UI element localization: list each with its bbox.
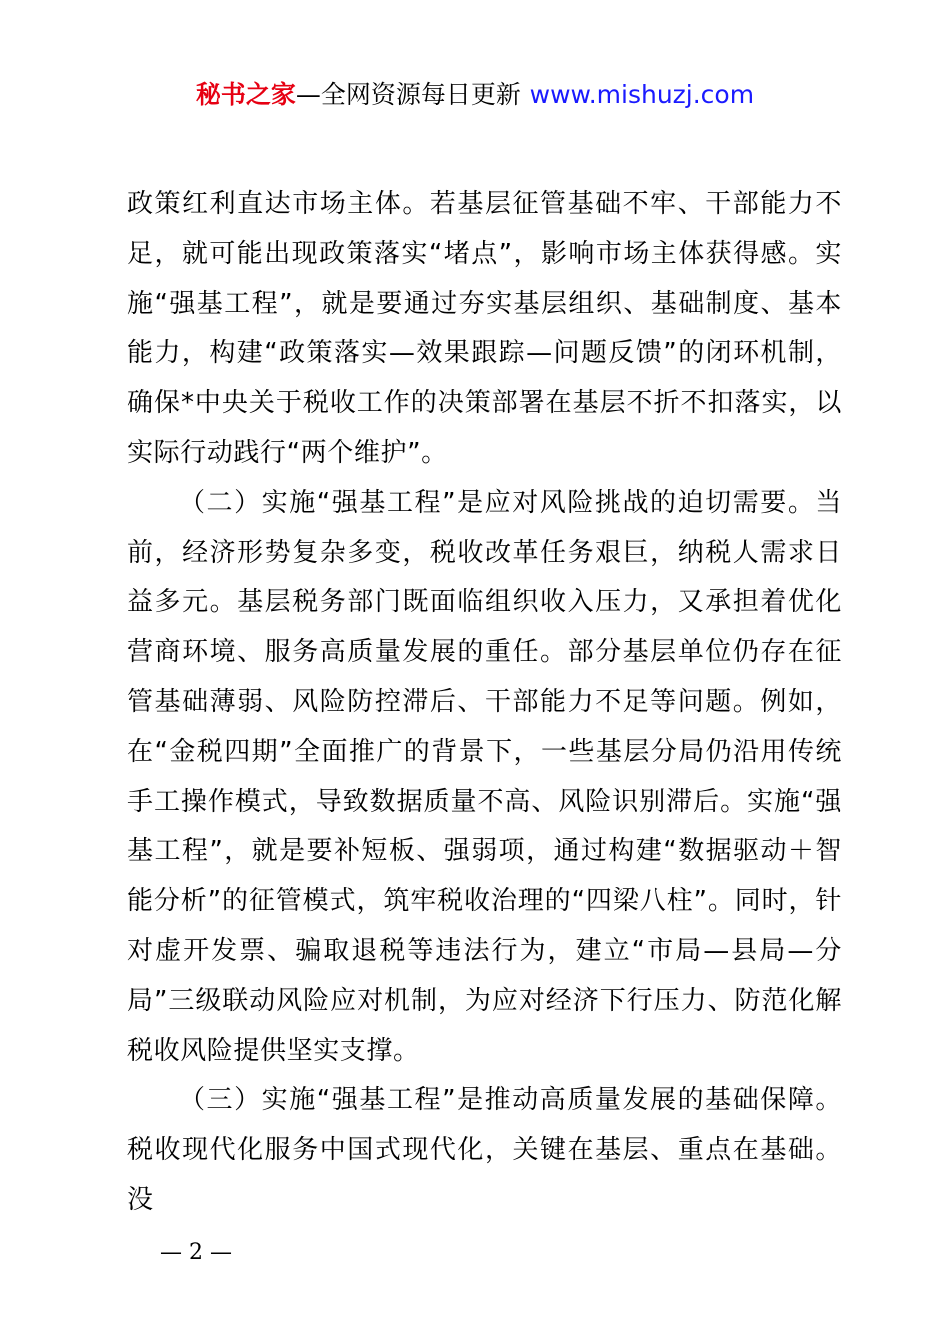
site-url[interactable]: www.mishuzj.com <box>529 80 755 109</box>
site-header <box>0 78 950 112</box>
paragraph-continuation: 政策红利直达市场主体。若基层征管基础不牢、干部能力不足，就可能出现政策落实“堵点”，影响市场主体获得感。实施“强基工程”，就是要通过夯实基层组织、基础制度、基本能力，构建“政策落实—效果跟踪—问题反馈”的闭环机制，确保*中央关于税收工作的决策部署在基层不折不扣落实，以实际行动践行“两个维护”。 <box>127 189 842 468</box>
site-slogan: —全网资源每日更新 <box>295 80 521 109</box>
site-brand: 秘书之家 <box>195 80 296 109</box>
paragraph-section-two: （二）实施“强基工程”是应对风险挑战的迫切需要。当前，经济形势复杂多变，税收改革任务艰巨，纳税人需求日益多元。基层税务部门既面临组织收入压力，又承担着优化营商环境、服务高质量发展的重任。部分基层单位仍存在征管基础薄弱、风险防控滞后、干部能力不足等问题。例如，在“金税四期”全面推广的背景下，一些基层分局仍沿用传统手工操作模式，导致数据质量不高、风险识别滞后。实施“强基工程”，就是要补短板、强弱项，通过构建“数据驱动＋智能分析”的征管模式，筑牢税收治理的“四梁八柱”。同时，针对虚开发票、骗取退税等违法行为，建立“市局—县局—分局”三级联动风险应对机制，为应对经济下行压力、防范化解税收风险提供坚实支撑。 <box>127 487 842 1066</box>
page-number: — 2 — <box>160 1240 232 1265</box>
paragraph-section-three: （三）实施“强基工程”是推动高质量发展的基础保障。税收现代化服务中国式现代化，关键在基层、重点在基础。没 <box>127 1085 842 1215</box>
document-body <box>127 180 842 1226</box>
